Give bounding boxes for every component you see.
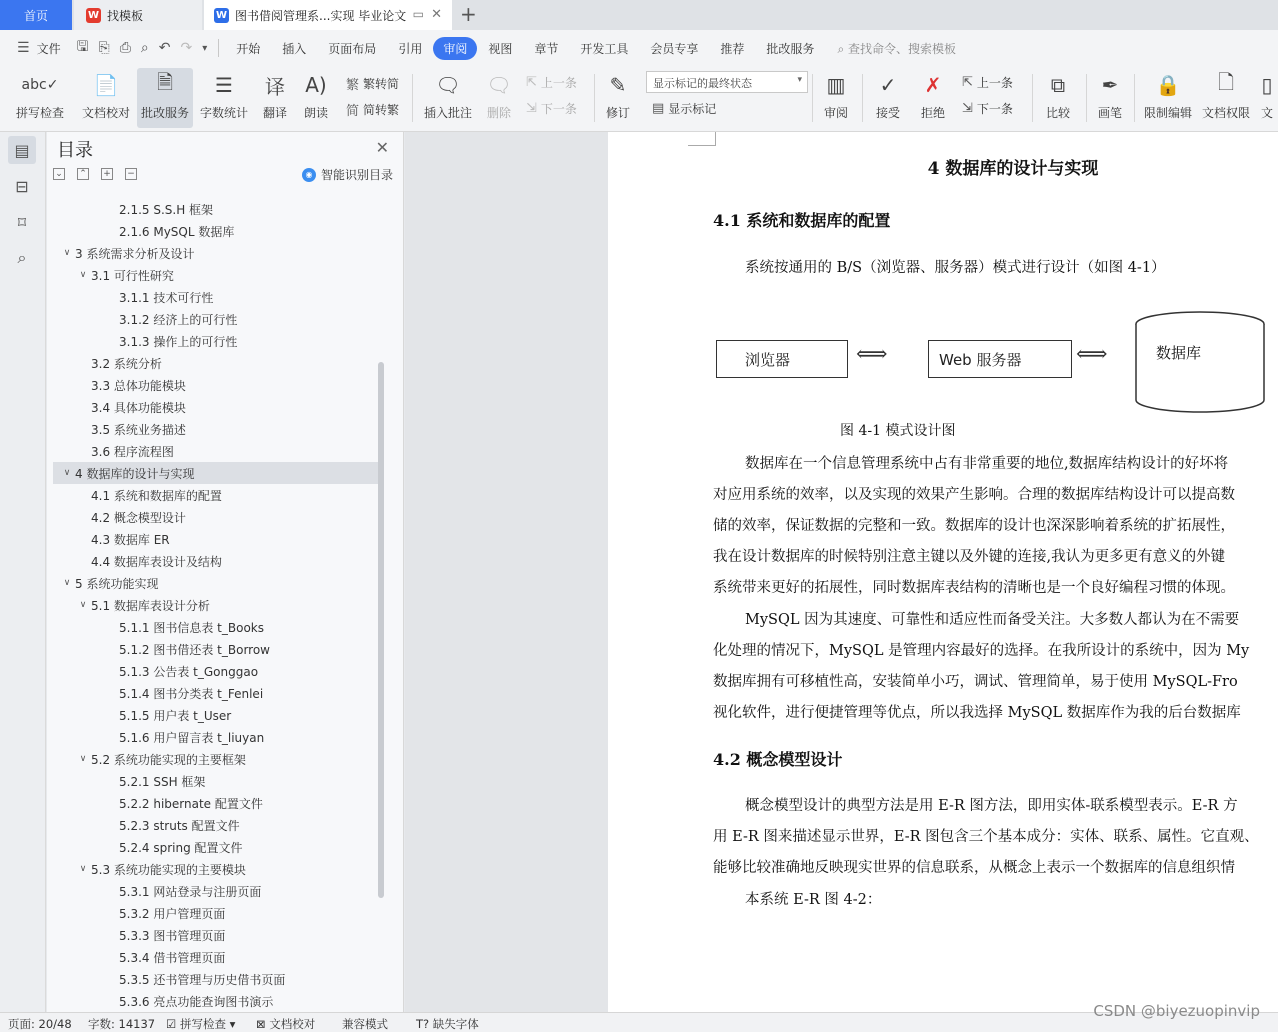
menu-devtools[interactable]: 开发工具 [580, 41, 629, 56]
simp-to-trad-button[interactable] [346, 100, 399, 119]
toc-item[interactable] [53, 506, 378, 528]
search-icon[interactable]: ⌕ [17, 248, 27, 267]
toc-item[interactable] [53, 836, 378, 858]
restrict-edit-label: 限制编辑 [1143, 106, 1192, 120]
spell-check-label: 拼写检查 [15, 106, 64, 120]
search-icon: ⌕ [837, 41, 848, 56]
toc-item-label: 4.4 数据库表设计及结构 [91, 554, 222, 569]
toc-item-label: 5.1.3 公告表 t_Gonggao [119, 664, 259, 679]
trad-to-simp-label: 繁转简 [363, 77, 400, 91]
paragraph-line: 数据库在一个信息管理系统中占有非常重要的地位,数据库结构设计的好坏将 [745, 456, 1229, 472]
pen-button[interactable] [1092, 68, 1128, 128]
markup-state-value: 显示标记的最终状态 [653, 77, 752, 90]
show-markup-label: 显示标记 [668, 102, 717, 116]
doc-permission-label: 文档权限 [1201, 106, 1250, 120]
toc-item-label: 5.3.6 亮点功能查询图书演示 [119, 994, 274, 1008]
delete-comment-icon: 🗨 [486, 73, 512, 97]
separator [594, 74, 595, 122]
print-preview-icon[interactable]: ⌕ [140, 40, 149, 56]
next-change-icon: ⇲ [962, 101, 973, 116]
menu-layout[interactable]: 页面布局 [328, 41, 377, 56]
simp-trad-icon: 简 [346, 104, 360, 119]
paragraph-line: 本系统 E-R 图 4-2： [745, 892, 882, 908]
command-search-placeholder: 查找命令、搜索模板 [847, 41, 956, 56]
toc-item-label: 5.1.2 图书借还表 t_Borrow [119, 642, 270, 657]
menu-start[interactable]: 开始 [236, 41, 261, 56]
doc-check-icon: 📄 [93, 73, 119, 97]
toc-item-label: 5.2 系统功能实现的主要框架 [91, 752, 246, 767]
toc-item-label: 4 数据库的设计与实现 [75, 466, 195, 481]
show-markup-icon: ▤ [652, 101, 665, 116]
document-area [405, 132, 1278, 1012]
chevron-down-icon[interactable]: ∨ [63, 578, 71, 588]
toc-item[interactable] [53, 990, 378, 1008]
paragraph-line: 数据库拥有可移植性高，安装简单小巧，调试、管理简单，易于使用 MySQL-Fro [713, 674, 1238, 690]
export-icon[interactable]: ⎘ [98, 40, 110, 56]
prev-change-icon: ⇱ [962, 75, 973, 90]
comment-icon: 🗨 [435, 73, 461, 97]
toc-item[interactable] [53, 572, 378, 594]
paragraph-line: 储的效率，保证数据的完整和一致。数据库的设计也深深影响着系统的扩拓展性， [713, 518, 1235, 534]
accept-label: 接受 [875, 106, 900, 120]
toc-item[interactable] [53, 220, 378, 242]
toc-item-label: 5.3.3 图书管理页面 [119, 928, 226, 943]
toc-item[interactable] [53, 814, 378, 836]
tab-templates[interactable] [74, 0, 202, 30]
status-doc-check[interactable] [256, 1016, 315, 1032]
toc-item[interactable] [53, 726, 378, 748]
figure-bs-diagram [716, 310, 1276, 420]
tab-templates-label: 找模板 [107, 8, 144, 23]
separator [1086, 74, 1087, 122]
toc-item[interactable] [53, 924, 378, 946]
separator [218, 39, 219, 57]
paragraph-line: 用 E-R 图来描述显示世界，E-R 图包含三个基本成分：实体、联系、属性。它直观、 [713, 829, 1259, 845]
toc-item[interactable] [53, 330, 378, 352]
toc-list [47, 198, 382, 1008]
toc-item-label: 4.1 系统和数据库的配置 [91, 488, 222, 503]
menu-insert[interactable]: 插入 [282, 41, 307, 56]
paragraph-line: 系统带来更好的拓展性，同时数据库表结构的清晰也是一个良好编程习惯的体现。 [713, 580, 1235, 596]
font-warning-icon: T? [416, 1017, 433, 1031]
collapse-all-icon[interactable]: ⌄ [53, 168, 65, 180]
toc-title: 目录 [57, 140, 93, 161]
toc-item-label: 4.2 概念模型设计 [91, 510, 186, 525]
translate-label: 翻译 [262, 106, 287, 120]
menu-reference[interactable]: 引用 [398, 41, 423, 56]
doc-check-small-icon: ⊠ [256, 1017, 270, 1031]
more-icon: ▯ [1261, 73, 1273, 97]
menu-bar [0, 30, 1278, 66]
toc-item[interactable] [53, 374, 378, 396]
toc-item[interactable] [53, 286, 378, 308]
smart-toc-label: 智能识别目录 [320, 168, 393, 182]
toc-item-label: 3.1.2 经济上的可行性 [119, 312, 238, 327]
paragraph-line: MySQL 因为其速度、可靠性和适应性而备受关注。大多数人都认为在不需要 [745, 612, 1240, 628]
status-doc-check-label: 文档校对 [269, 1017, 316, 1031]
translate-button[interactable] [256, 68, 294, 128]
toc-item-label: 5.1.5 用户表 t_User [119, 708, 232, 723]
doc-check-button[interactable] [78, 68, 134, 128]
toc-item[interactable] [53, 264, 378, 286]
pen-icon: ✒ [1101, 73, 1119, 97]
revise-button[interactable] [600, 68, 636, 128]
chevron-down-icon[interactable]: ∨ [63, 248, 71, 258]
toc-item[interactable] [53, 308, 378, 330]
next-comment-button[interactable] [526, 100, 577, 117]
next-change-label: 下一条 [976, 102, 1013, 116]
toc-item-label: 3.3 总体功能模块 [91, 378, 186, 393]
paragraph-line: 概念模型设计的典型方法是用 E-R 图方法，即用实体-联系模型表示。E-R 方 [745, 798, 1238, 814]
toc-item[interactable] [53, 396, 378, 418]
review-pane-icon: ▥ [826, 73, 846, 97]
revise-service-button[interactable] [137, 68, 193, 128]
checkbox-icon: ☑ [166, 1017, 180, 1031]
toc-item-label: 5.1.4 图书分类表 t_Fenlei [119, 686, 264, 701]
toc-item[interactable] [53, 440, 378, 462]
web-server-box [928, 340, 1072, 378]
prev-comment-label: 上一条 [540, 76, 577, 90]
toc-item-label: 3 系统需求分析及设计 [75, 246, 195, 261]
prev-change-label: 上一条 [976, 76, 1013, 90]
accept-button[interactable] [870, 68, 906, 128]
review-pane-button[interactable] [818, 68, 854, 128]
monitor-icon[interactable]: ▭ [412, 7, 424, 21]
read-aloud-label: 朗读 [303, 106, 328, 120]
prev-comment-button[interactable] [526, 74, 577, 91]
command-search[interactable] [837, 40, 956, 57]
chevron-down-icon: ▾ [797, 75, 802, 85]
document-page[interactable] [608, 132, 1278, 1012]
doc-permission-button[interactable] [1200, 68, 1252, 128]
read-aloud-button[interactable] [298, 68, 334, 128]
watermark: CSDN @biyezuopinvip [1093, 1002, 1260, 1020]
toc-item-label: 3.1.3 操作上的可行性 [119, 334, 238, 349]
ribbon-toolbar [0, 66, 1278, 132]
tab-document-label: 图书借阅管理系...实现 毕业论文 [235, 8, 407, 23]
double-arrow-icon: ⟺ [856, 342, 885, 367]
toc-item[interactable] [53, 638, 378, 660]
close-icon[interactable]: ✕ [431, 7, 442, 22]
menu-chapter[interactable]: 章节 [534, 41, 559, 56]
prev-change-button[interactable] [962, 74, 1013, 91]
toc-item-label: 5.3.5 还书管理与历史借书页面 [119, 972, 286, 987]
paragraph-line: 我在设计数据库的时候特别注意主键以及外键的连接,我认为更多更有意义的外键 [713, 549, 1226, 565]
status-spell-label: 拼写检查 [179, 1017, 226, 1031]
tab-bar [0, 0, 1278, 30]
toc-item[interactable] [53, 748, 378, 770]
paragraph-line: 能够比较准确地反映现实世界的信息联系，从概念上表示一个数据库的信息组织情 [713, 860, 1235, 876]
restrict-edit-button[interactable] [1140, 68, 1196, 128]
toc-item[interactable] [53, 858, 378, 880]
toc-item[interactable] [53, 946, 378, 968]
missing-font-label: 缺失字体 [432, 1017, 479, 1031]
database-label: 数据库 [1156, 344, 1202, 362]
toc-item-label: 5.2.3 struts 配置文件 [119, 818, 240, 833]
left-nav-strip [0, 132, 46, 1012]
word-count-button[interactable] [198, 68, 250, 128]
reject-label: 拒绝 [920, 106, 945, 120]
toc-item-label: 5.2.4 spring 配置文件 [119, 840, 243, 855]
figure-caption: 图 4-1 模式设计图 [840, 423, 956, 439]
double-arrow-icon: ⟺ [1076, 342, 1105, 367]
section-nav-icon[interactable]: ⊟ [15, 176, 29, 196]
chevron-down-icon[interactable]: ∨ [79, 864, 87, 874]
compare-icon: ⧉ [1050, 73, 1066, 97]
toc-item[interactable] [53, 550, 378, 572]
toc-item[interactable] [53, 968, 378, 990]
toc-item[interactable] [53, 792, 378, 814]
close-icon[interactable]: ✕ [375, 138, 389, 157]
word-count-indicator[interactable]: 字数: 14137 [88, 1017, 156, 1031]
menu-view[interactable]: 视图 [488, 41, 513, 56]
smart-toc-button[interactable] [302, 166, 393, 183]
separator [812, 74, 813, 122]
menu-recommend[interactable]: 推荐 [720, 41, 745, 56]
revise-service-label: 批改服务 [140, 106, 189, 120]
menu-review[interactable]: 审阅 [433, 37, 477, 60]
expand-up-icon[interactable]: ⌃ [77, 168, 89, 180]
toc-item[interactable] [53, 198, 378, 220]
toc-item-label: 5.3.4 借书管理页面 [119, 950, 226, 965]
word-count-label: 字数统计 [199, 106, 248, 120]
toc-item[interactable] [53, 880, 378, 902]
toc-item-label: 3.4 具体功能模块 [91, 400, 186, 415]
toc-item[interactable] [53, 418, 378, 440]
bookmark-icon[interactable]: ⌑ [17, 212, 27, 232]
separator [1032, 74, 1033, 122]
page-corner-mark [688, 132, 716, 146]
print-icon[interactable]: ⎙ [119, 40, 131, 56]
toc-item-label: 3.2 系统分析 [91, 356, 162, 371]
page-indicator[interactable]: 页面: 20/48 [8, 1017, 72, 1031]
undo-icon[interactable]: ↶ [158, 40, 171, 56]
chapter-heading: 4 数据库的设计与实现 [927, 159, 1099, 179]
paragraph-line: 对应用系统的效率，以及实现的效果产生影响。合理的数据库结构设计可以提高数 [713, 487, 1235, 503]
tab-home-label: 首页 [23, 8, 48, 23]
more-button[interactable] [1256, 68, 1278, 128]
separator [412, 74, 413, 122]
toc-item[interactable] [53, 484, 378, 506]
next-icon: ⇲ [526, 101, 537, 116]
compat-mode: 兼容模式 [342, 1017, 388, 1031]
delete-comment-button[interactable] [480, 68, 518, 128]
paragraph: 系统按通用的 B/S（浏览器、服务器）模式进行设计（如图 4-1） [745, 260, 1166, 276]
toc-scrollbar[interactable] [378, 362, 384, 898]
prev-icon: ⇱ [526, 75, 537, 90]
chevron-down-icon[interactable]: ∨ [79, 754, 87, 764]
toc-item-label: 2.1.5 S.S.H 框架 [119, 202, 214, 217]
toc-item-label: 5 系统功能实现 [75, 576, 159, 591]
menu-file[interactable]: 文件 [36, 41, 61, 56]
ai-icon: ◉ [302, 168, 316, 182]
plus-icon[interactable]: + [101, 168, 113, 180]
word-doc-icon: W [215, 9, 228, 21]
toc-item[interactable] [53, 242, 378, 264]
paragraph-line: 化处理的情况下，MySQL 是管理内容最好的选择。在我所设计的系统中，因为 My [713, 643, 1250, 659]
toc-panel [47, 132, 404, 1012]
toc-panel-icon[interactable]: ▤ [8, 136, 36, 164]
toc-item-label: 5.1.1 图书信息表 t_Books [119, 620, 264, 635]
reject-icon: ✗ [924, 73, 942, 97]
toc-item[interactable] [53, 682, 378, 704]
wps-logo-icon: W [87, 9, 100, 21]
show-markup-button[interactable] [652, 100, 716, 117]
compare-label: 比较 [1045, 106, 1070, 120]
separator [1134, 74, 1135, 122]
toc-item[interactable] [53, 704, 378, 726]
minus-icon[interactable]: − [125, 168, 137, 180]
toc-item[interactable] [53, 528, 378, 550]
spell-check-icon: abc✓ [21, 77, 59, 93]
toc-item[interactable] [53, 902, 378, 924]
tab-home[interactable] [0, 0, 72, 30]
section-heading-4-1: 4.1 系统和数据库的配置 [713, 211, 891, 230]
missing-font-button[interactable] [416, 1016, 479, 1032]
trad-simp-icon: 繁 [346, 78, 360, 93]
insert-comment-label: 插入批注 [423, 106, 472, 120]
word-count-icon: ☰ [215, 73, 233, 97]
toc-item-label: 5.2.1 SSH 框架 [119, 774, 206, 789]
next-change-button[interactable] [962, 100, 1013, 117]
revise-icon: ✎ [609, 73, 627, 97]
add-tab-icon[interactable]: + [460, 2, 477, 26]
simp-to-trad-label: 简转繁 [363, 103, 400, 117]
toc-item-label: 3.6 程序流程图 [91, 444, 174, 459]
toc-item[interactable] [53, 770, 378, 792]
doc-permission-icon: 🗋 [1217, 70, 1235, 94]
toc-item[interactable] [53, 660, 378, 682]
accept-icon: ✓ [879, 73, 897, 97]
status-spell-check[interactable]: ☑ 拼写检查 ▾ [166, 1017, 236, 1031]
more-label: 文 [1260, 106, 1273, 120]
spell-check-button[interactable] [8, 68, 72, 128]
toc-item[interactable] [53, 352, 378, 374]
browser-box [716, 340, 848, 378]
next-comment-label: 下一条 [540, 102, 577, 116]
toc-item-label: 5.1.6 用户留言表 t_liuyan [119, 730, 265, 745]
menu-member[interactable]: 会员专享 [650, 41, 699, 56]
reject-button[interactable] [914, 68, 952, 128]
paragraph-line: 视化软件，进行便捷管理等优点，所以我选择 MySQL 数据库作为我的后台数据库 [713, 705, 1241, 721]
browser-label: 浏览器 [745, 350, 791, 369]
separator [862, 74, 863, 122]
toc-item[interactable] [53, 616, 378, 638]
status-bar [0, 1012, 1278, 1032]
revise-service-icon: 🗎 [156, 70, 174, 94]
trad-to-simp-button[interactable] [346, 74, 399, 93]
revise-label: 修订 [605, 106, 630, 120]
toc-item-label: 2.1.6 MySQL 数据库 [119, 224, 235, 239]
tab-document[interactable] [204, 0, 452, 30]
save-icon[interactable]: 🖫 [76, 39, 89, 55]
toc-item-label: 3.1 可行性研究 [91, 268, 174, 283]
toc-item-label: 3.1.1 技术可行性 [119, 290, 214, 305]
toc-item-label: 4.3 数据库 ER [91, 532, 170, 547]
translate-icon: 译 [265, 74, 285, 99]
doc-check-label: 文档校对 [81, 106, 130, 120]
chevron-down-icon[interactable]: ∨ [79, 270, 87, 280]
redo-icon[interactable]: ↷ [180, 40, 193, 56]
toc-item-label: 5.3 系统功能实现的主要模块 [91, 862, 246, 877]
read-aloud-icon: A) [305, 73, 327, 97]
menu-revise-service[interactable]: 批改服务 [766, 41, 815, 56]
delete-comment-label: 删除 [486, 106, 511, 120]
hamburger-icon[interactable]: ☰ [17, 40, 30, 56]
pen-label: 画笔 [1097, 106, 1122, 120]
compare-button[interactable] [1038, 68, 1078, 128]
insert-comment-button[interactable] [420, 68, 476, 128]
toc-item-label: 5.1 数据库表设计分析 [91, 598, 210, 613]
web-server-label: Web 服务器 [939, 350, 1022, 369]
markup-state-select[interactable] [646, 71, 808, 93]
toc-item-label: 5.2.2 hibernate 配置文件 [119, 796, 263, 811]
toc-item-label: 3.5 系统业务描述 [91, 422, 186, 437]
chevron-down-icon[interactable]: ▾ [202, 42, 208, 54]
section-heading-4-2: 4.2 概念模型设计 [713, 750, 843, 769]
chevron-down-icon[interactable]: ∨ [79, 600, 87, 610]
chevron-down-icon[interactable]: ∨ [63, 468, 71, 478]
toc-item[interactable] [53, 594, 378, 616]
toc-item-label: 5.3.2 用户管理页面 [119, 906, 226, 921]
lock-icon: 🔒 [1155, 73, 1181, 97]
toc-item-label: 5.3.1 网站登录与注册页面 [119, 884, 262, 899]
review-pane-label: 审阅 [823, 106, 848, 120]
toc-item[interactable] [53, 462, 378, 484]
